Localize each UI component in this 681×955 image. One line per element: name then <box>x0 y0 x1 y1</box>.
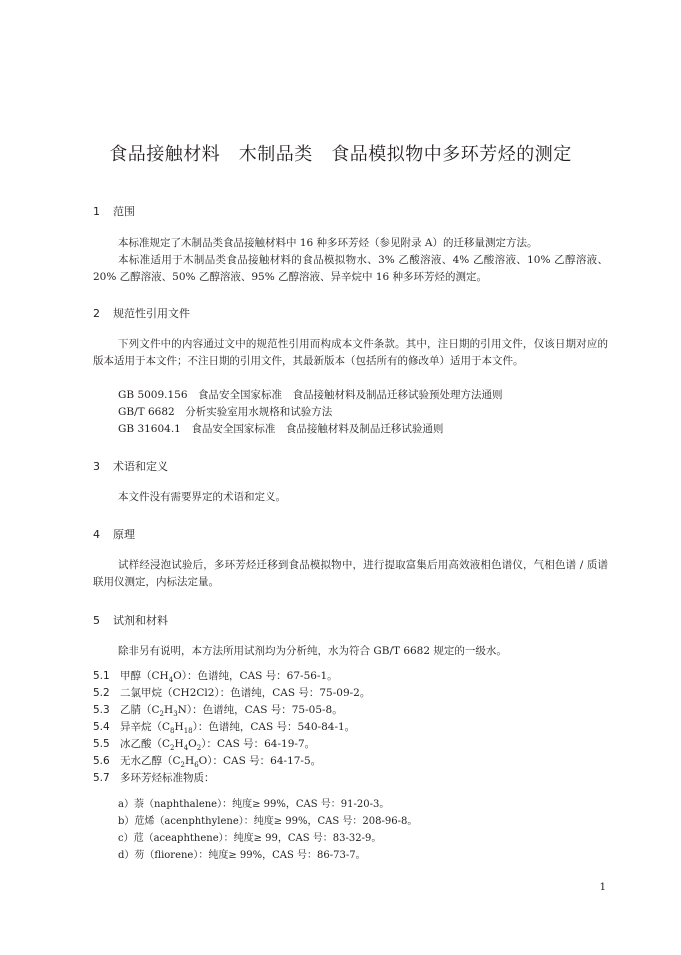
reagent-item: 5.4 异辛烷$(C_8H_{18})$：色谱纯，CAS 号：540-84-1。 <box>93 721 356 736</box>
section-title: 术语和定义 <box>113 460 168 473</box>
page-number: 1 <box>599 882 606 893</box>
standard-substance-item: b）苊烯（acenphthylene）：纯度≥ 99%，CAS 号：208-96-8。 <box>118 816 418 827</box>
paragraph: 除非另有说明，本方法所用试剂均为分析纯，水为符合 GB/T 6682 规定的一级水。 <box>118 645 507 657</box>
paragraph: 本标准规定了木制品类食品接触材料中 16 种多环芳烃（参见附录 A）的迁移量测定方法。 <box>118 237 538 249</box>
section-number: 2 <box>93 307 100 320</box>
document-title: 食品接触材料 木制品类 食品模拟物中多环芳烃的测定 <box>109 144 572 165</box>
paragraph: 本标准适用于木制品类食品接触材料的食品模拟物水、3% 乙酸溶液、4% 乙酸溶液、10% 乙醇溶液、20% 乙醇溶液、50% 乙醇溶液、95% 乙醇溶液、异辛烷中 16 种多环芳烃的测定。 <box>93 254 608 283</box>
reference-item: GB 5009.156 食品安全国家标准 食品接触材料及制品迁移试验预处理方法通则 <box>118 389 503 401</box>
section-2-heading <box>93 305 190 321</box>
reference-item: GB 31604.1 食品安全国家标准 食品接触材料及制品迁移试验通则 <box>118 423 444 435</box>
section-4-heading <box>93 526 135 542</box>
standard-substance-item: c）苊（aceaphthene）：纯度≥ 99，CAS 号：83-32-9。 <box>118 833 382 844</box>
reagent-item: 5.3 乙腈$(C_2H_3N)$：色谱纯，CAS 号：75-05-8。 <box>93 704 343 719</box>
section-title: 范围 <box>113 205 135 218</box>
section-number: 3 <box>93 460 100 473</box>
paragraph: 下列文件中的内容通过文中的规范性引用而构成本文件条款。其中，注日期的引用文件，仅该日期对应的版本适用于本文件；不注日期的引用文件，其最新版本（包括所有的修改单）适用于本文件。 <box>93 338 608 367</box>
paragraph: 试样经浸泡试验后，多环芳烃迁移到食品模拟物中，进行提取富集后用高效液相色谱仪，气相色谱 / 质谱联用仪测定，内标法定量。 <box>93 559 608 588</box>
reagent-item: 5.6 无水乙醇$(C_2H_6O)$：CAS 号：64-17-5。 <box>93 755 322 770</box>
paragraph: 本文件没有需要界定的术语和定义。 <box>118 491 286 503</box>
reagent-item: 5.1 甲醇$(CH_4O)$：色谱纯，CAS 号：67-56-1。 <box>93 670 338 685</box>
reagent-item: 5.5 冰乙酸$(C_2H_4O_2)$：CAS 号：64-19-7。 <box>93 738 316 753</box>
section-5-heading <box>93 612 168 628</box>
section-title: 原理 <box>113 528 135 541</box>
reagent-item: 5.7 多环芳烃标准物质： <box>93 772 215 784</box>
reagent-item: 5.2 二氯甲烷（CH2Cl2）：色谱纯，CAS 号：75-09-2。 <box>93 687 371 699</box>
standard-substance-item: d）芴（fliorene）：纯度≥ 99%，CAS 号：86-73-7。 <box>118 850 366 861</box>
standard-substance-item: a）萘（naphthalene）：纯度≥ 99%，CAS 号：91-20-3。 <box>118 799 390 810</box>
section-1-heading <box>93 203 135 219</box>
reference-item: GB/T 6682 分析实验室用水规格和试验方法 <box>118 406 333 418</box>
section-title: 规范性引用文件 <box>113 307 190 320</box>
section-title: 试剂和材料 <box>113 614 168 627</box>
section-number: 1 <box>93 205 100 218</box>
section-3-heading <box>93 458 168 474</box>
section-number: 4 <box>93 528 100 541</box>
section-number: 5 <box>93 614 100 627</box>
